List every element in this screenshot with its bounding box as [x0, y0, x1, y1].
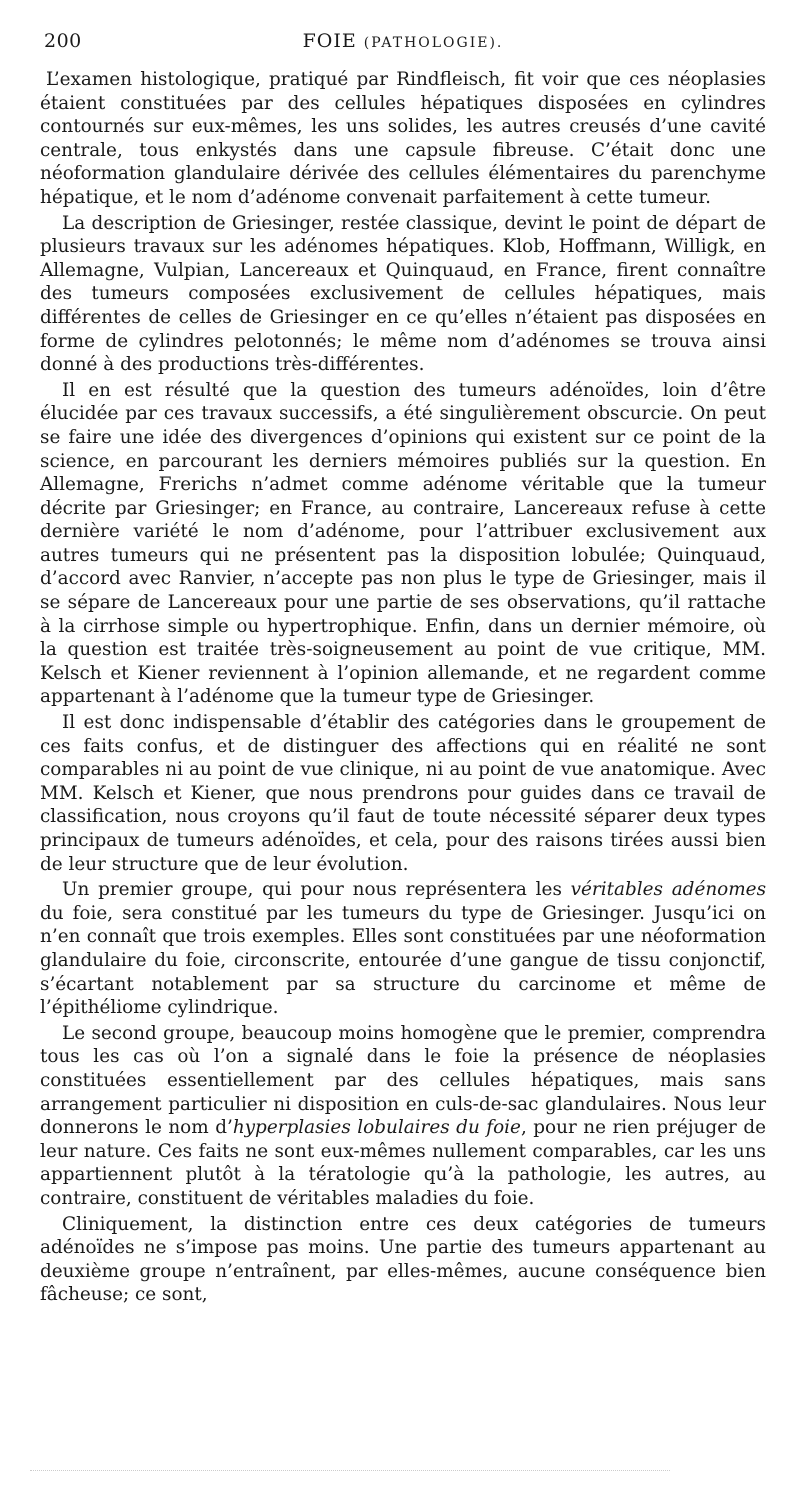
body-text — [40, 68, 766, 1307]
paragraph — [40, 212, 766, 377]
paragraph — [40, 1213, 766, 1307]
text-run: Le second groupe, beaucoup moins homogène que le premier, comprendra tous les cas où l’on a signalé dans le foie la présence de néoplasies constituées essentiellement par des cellules hépatiques, mais sans arrangement particulier ni disposition en culs-de-sac glandulaires. Nous leur donnerons le nom d’ — [40, 1022, 766, 1139]
paragraph — [40, 68, 766, 210]
paragraph — [40, 711, 766, 876]
text-run: Il est donc indispensable d’établir des catégories dans le groupement de ces faits confus, et de distinguer des affections qui en réalité ne sont comparables ni au point de vue clinique, ni au point de vue anatomique. Avec MM. Kelsch et Kiener, que nous prendrons pour guides dans ce travail de classification, nous croyons qu’il faut de toute nécessité séparer deux types principaux de tumeurs adénoïdes, et cela, pour des raisons tirées aussi bien de leur structure que de leur évolution. — [40, 712, 766, 875]
paragraph — [40, 379, 766, 709]
italic-term: hyperplasies lobulaires du foie — [232, 1117, 521, 1139]
text-run: La description de Griesinger, restée classique, devint le point de départ de plusieurs travaux sur les adénomes hépatiques. Klob, Hoffmann, Willigk, en Allemagne, Vulpian, Lancereaux et Quinquaud, en France, firent connaître des tumeurs composées exclusivement de cellules hépatiques, mais différentes de celles de Griesinger en ce qu’elles n’étaient pas disposées en forme de cylindres pelotonnés; le même nom d’adénomes se trouva ainsi donné à des productions très-différentes. — [40, 212, 766, 376]
running-title-sub: (PATHOLOGIE). — [363, 35, 504, 51]
text-run: Il en est résulté que la question des tumeurs adénoïdes, loin d’être élucidée par ces travaux successifs, a été singulièrement obscurcie. On peut se faire une idée des divergences d’opinions qui existent sur ce point de la science, en parcourant les derniers mémoires publiés sur la question. En Allemagne, Frerichs n’admet comme adénome véritable que la tumeur décrite par Griesinger; en France, au contraire, Lancereaux refuse à cette dernière variété le nom d’adénome, pour l’attribuer exclusivement aux autres tumeurs qui ne présentent pas la disposition lobulée; Quinquaud, d’accord avec Ranvier, n’accepte pas non plus le type de Griesinger, mais il se sépare de Lancereaux pour une partie de ses observations, qu’il rattache à la cirrhose simple ou hypertrophique. Enfin, dans un dernier mémoire, où la question est traitée très-soigneusement au point de vue critique, MM. Kelsch et Kiener reviennent à l’opinion allemande, et ne regardent comme appartenant à l’adénome que la tumeur type de Griesinger. — [40, 379, 766, 708]
italic-term: véritables adénomes — [570, 879, 767, 901]
paragraph — [40, 1022, 766, 1211]
text-run: Un premier groupe, qui pour nous représentera les — [62, 879, 571, 901]
running-head — [40, 30, 766, 56]
text-run: , pour ne rien préjuger de leur nature. Ces faits ne sont eux-mêmes nullement comparables, car les uns appartiennent plutôt à la tératologie qu’à la pathologie, les autres, au contraire, constituent de véritables maladies du foie. — [40, 1117, 766, 1209]
text-run: du foie, sera constitué par les tumeurs du type de Griesinger. Jusqu’ici on n’en connaît que trois exemples. Elles sont constituées par une néoformation glandulaire du foie, circonscrite, entourée d’une gangue de tissu conjonctif, s’écartant notablement par sa structure du carcinome et même de l’épithéliome cylindrique. — [40, 902, 766, 1019]
running-title — [40, 30, 766, 52]
book-page — [40, 30, 766, 1309]
paragraph — [40, 878, 766, 1020]
scan-margin-noise — [30, 1470, 670, 1475]
running-title-main: FOIE — [302, 30, 357, 52]
text-run: Cliniquement, la distinction entre ces deux catégories de tumeurs adénoïdes ne s’impose pas moins. Une partie des tumeurs appartenant au deuxième groupe n’entraînent, par elles-mêmes, aucune conséquence bien fâcheuse; ce sont, — [40, 1213, 766, 1306]
page-number: 200 — [44, 30, 82, 52]
text-run: L’examen histologique, pratiqué par Rindfleisch, fit voir que ces néoplasies étaient constituées par des cellules hépatiques disposées en cylindres contournés sur eux-mêmes, les uns solides, les autres creusés d’une cavité centrale, tous enkystés dans une capsule fibreuse. C’était donc une néoformation glandulaire dérivée des cellules élémentaires du parenchyme hépatique, et le nom d’adénome convenait parfaitement à cette tumeur. — [40, 69, 766, 208]
